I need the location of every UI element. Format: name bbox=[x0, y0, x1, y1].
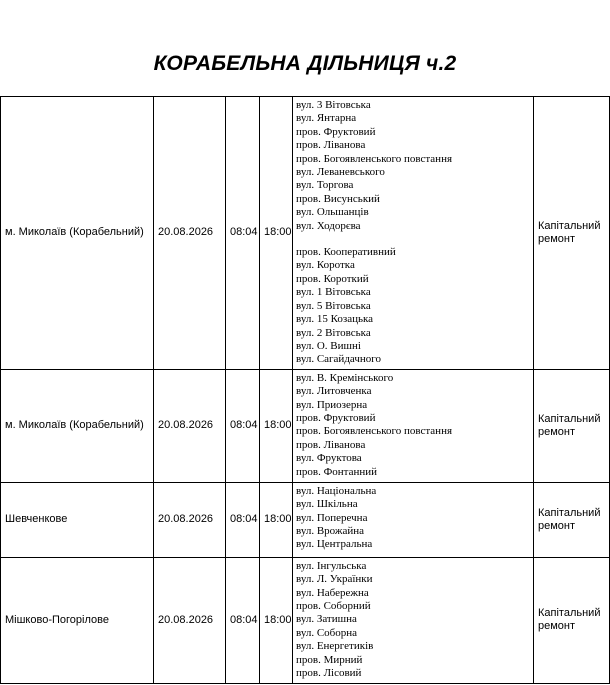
end-time-cell: 18:00 bbox=[260, 97, 293, 370]
page-title: КОРАБЕЛЬНА ДІЛЬНИЦЯ ч.2 bbox=[153, 52, 457, 75]
street-item: пров. Ліванова bbox=[296, 438, 366, 451]
street-item: вул. Янтарна bbox=[296, 112, 357, 125]
street-item: вул. Енергетиків bbox=[296, 640, 374, 653]
street-item: пров. Кооперативний bbox=[296, 246, 396, 259]
street-item: вул. Коротка bbox=[296, 259, 355, 272]
reason-cell: Капітальний ремонт bbox=[534, 557, 610, 683]
streets-cell bbox=[293, 97, 534, 370]
street-item: пров. Висунський bbox=[296, 192, 380, 205]
street-item: вул. 2 Вітовська bbox=[296, 326, 371, 339]
reason-cell: Капітальний ремонт bbox=[534, 482, 610, 557]
location-cell: м. Миколаїв (Корабельний) bbox=[1, 97, 154, 370]
reason-cell: Капітальний ремонт bbox=[534, 369, 610, 482]
street-item: вул. Ходорєва bbox=[296, 219, 361, 232]
end-time-cell: 18:00 bbox=[260, 482, 293, 557]
street-item: вул. 3 Вітовська bbox=[296, 99, 371, 111]
table-row bbox=[1, 369, 610, 482]
street-item: вул. Л. Українки bbox=[296, 573, 373, 586]
streets-cell bbox=[293, 482, 534, 557]
street-item: пров. Соборний bbox=[296, 599, 371, 612]
street-item: вул. Набережна bbox=[296, 586, 369, 599]
end-time-cell: 18:00 bbox=[260, 557, 293, 683]
street-item: вул. Ольшанців bbox=[296, 206, 369, 219]
street-item: пров. Короткий bbox=[296, 272, 369, 285]
street-item: вул. Соборна bbox=[296, 626, 358, 639]
date-cell: 20.08.2026 bbox=[154, 369, 226, 482]
street-item: вул. 5 Вітовська bbox=[296, 299, 371, 312]
street-item: вул. Врожайна bbox=[296, 524, 365, 537]
location-cell: Шевченкове bbox=[1, 482, 154, 557]
street-item: вул. Поперечна bbox=[296, 511, 368, 524]
outage-schedule-table bbox=[0, 96, 610, 684]
street-item: пров. Фонтанний bbox=[296, 465, 378, 478]
street-item: пров. Ліванова bbox=[296, 139, 366, 152]
streets-cell bbox=[293, 369, 534, 482]
street-list-gap bbox=[296, 233, 531, 246]
street-item: вул. 1 Вітовська bbox=[296, 286, 371, 299]
street-item: вул. Сагайдачного bbox=[296, 353, 382, 366]
date-cell: 20.08.2026 bbox=[154, 557, 226, 683]
street-item: вул. Затишна bbox=[296, 613, 357, 626]
location-cell: Мішково-Погорілове bbox=[1, 557, 154, 683]
street-item: пров. Фруктовий bbox=[296, 411, 376, 424]
street-item: вул. Приозерна bbox=[296, 398, 368, 411]
street-item: вул. О. Вишні bbox=[296, 339, 361, 352]
street-item: вул. В. Кремінського bbox=[296, 371, 394, 384]
date-cell: 20.08.2026 bbox=[154, 482, 226, 557]
location-cell: м. Миколаїв (Корабельний) bbox=[1, 369, 154, 482]
start-time-cell: 08:04 bbox=[226, 482, 260, 557]
streets-cell bbox=[293, 557, 534, 683]
street-item: вул. Шкільна bbox=[296, 498, 358, 511]
street-item: вул. Литовченка bbox=[296, 385, 372, 398]
street-item: вул. Інгульська bbox=[296, 559, 367, 572]
street-item: вул. Леваневського bbox=[296, 166, 385, 179]
table-row bbox=[1, 557, 610, 683]
street-item: пров. Мирний bbox=[296, 653, 363, 666]
start-time-cell: 08:04 bbox=[226, 557, 260, 683]
street-item: пров. Богоявленського повстання bbox=[296, 425, 453, 438]
street-item: пров. Фруктовий bbox=[296, 125, 376, 138]
street-item: вул. 15 Козацька bbox=[296, 313, 374, 326]
reason-cell: Капітальний ремонт bbox=[534, 97, 610, 370]
street-item: вул. Торгова bbox=[296, 179, 354, 192]
date-cell: 20.08.2026 bbox=[154, 97, 226, 370]
start-time-cell: 08:04 bbox=[226, 369, 260, 482]
table-row bbox=[1, 482, 610, 557]
street-item: пров. Богоявленського повстання bbox=[296, 152, 453, 165]
end-time-cell: 18:00 bbox=[260, 369, 293, 482]
street-item: пров. Лісовий bbox=[296, 666, 362, 679]
street-item: вул. Національна bbox=[296, 484, 377, 497]
street-item: вул. Центральна bbox=[296, 538, 373, 551]
table-row bbox=[1, 97, 610, 370]
street-item: вул. Фруктова bbox=[296, 452, 362, 465]
start-time-cell: 08:04 bbox=[226, 97, 260, 370]
